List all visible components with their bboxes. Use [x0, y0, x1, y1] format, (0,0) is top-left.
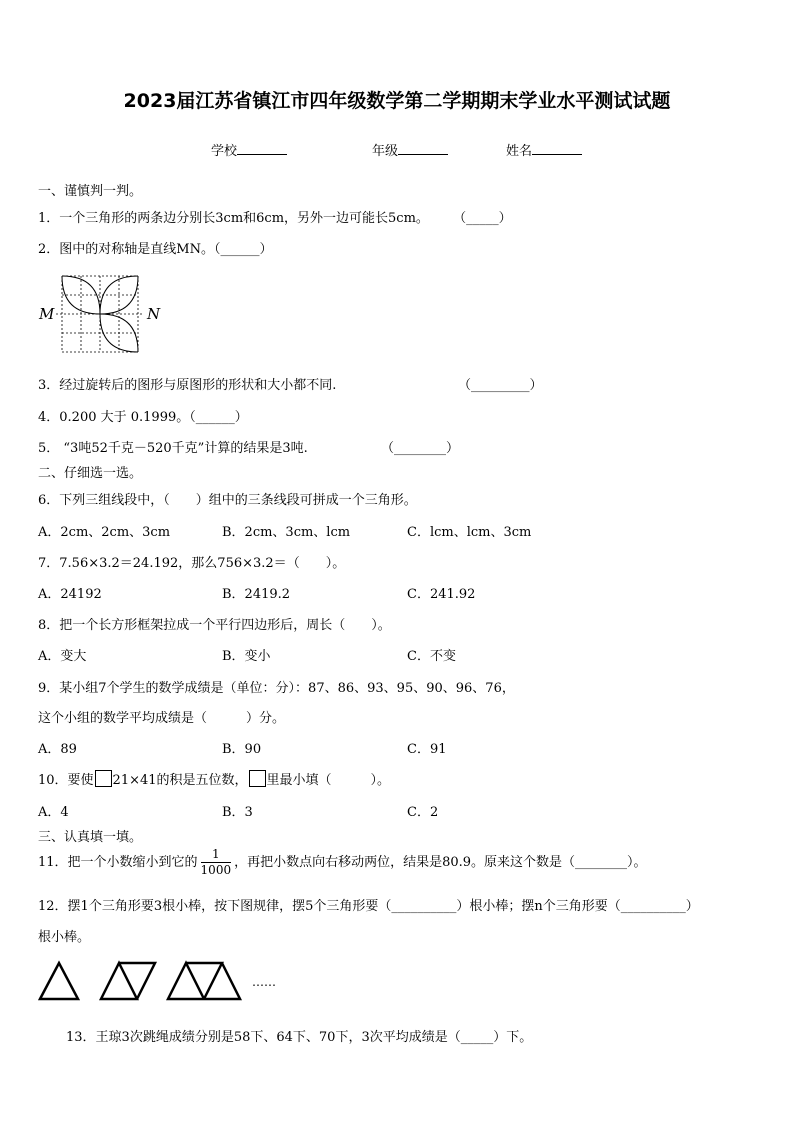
question-6-option-b: B．2cm、3cm、lcm: [222, 525, 351, 540]
question-10: [38, 769, 390, 788]
question-12-line-2: 根小棒。: [38, 930, 91, 945]
school-label: 学校: [211, 144, 238, 159]
ellipsis: ……: [252, 975, 276, 989]
question-1-text: 1．一个三角形的两条边分别长3cm和6cm，另外一边可能长5cm。: [38, 211, 429, 226]
grade-label: 年级: [372, 144, 399, 159]
question-10-option-a: A．4: [38, 805, 69, 820]
school-field: [211, 140, 287, 159]
question-10-option-c: C．2: [407, 805, 439, 820]
question-1: [38, 207, 512, 226]
question-9-line-1: 9．某小组7个学生的数学成绩是（单位：分）：87、86、93、95、90、96、76，: [38, 681, 515, 696]
grade-field: [372, 140, 448, 159]
name-label: 姓名: [506, 144, 533, 159]
question-9-option-c: C．91: [407, 742, 447, 757]
pattern-3-triangles: [168, 963, 240, 999]
question-7-text: 那么: [191, 556, 218, 571]
question-5-answer: （________）: [381, 441, 460, 456]
question-7-option-b: B．2419.2: [222, 587, 291, 602]
question-3-text: 3．经过旋转后的图形与原图形的形状和大小都不同.: [38, 378, 337, 393]
question-4: 4．0.200 大于 0.1999。（______）: [38, 410, 248, 425]
blank-box: [249, 770, 266, 787]
section-1-heading: 一、谨慎判一判。: [38, 184, 143, 199]
school-blank: [237, 142, 287, 155]
question-8-option-c: C．不变: [407, 649, 456, 664]
question-12-line-1: 12．摆1个三角形要3根小棒，按下图规律，摆5个三角形要（__________）根小棒；摆n个三角形要（__________）: [38, 899, 699, 914]
question-2-figure: [36, 268, 166, 358]
fraction-denominator: 1000: [200, 863, 232, 877]
question-3-answer: （_________）: [458, 378, 543, 393]
question-10-pre: 10．要使: [38, 773, 94, 788]
question-7: [38, 552, 345, 571]
question-8-option-a: A．变大: [38, 649, 87, 664]
name-blank: [532, 142, 582, 155]
question-13: 13．王琼3次跳绳成绩分别是58下、64下、70下，3次平均成绩是（_____）下。: [66, 1030, 533, 1045]
fraction-numerator: 1: [201, 847, 232, 863]
question-10-mid: 21×41的积是五位数，: [112, 773, 248, 788]
question-9-line-2: 这个小组的数学平均成绩是（ ）分。: [38, 711, 286, 726]
section-3-heading: 三、认真填一填。: [38, 830, 143, 845]
blank-box: [95, 770, 112, 787]
section-2-heading: 二、仔细选一选。: [38, 466, 143, 481]
question-7-rest: （ ）。: [286, 556, 346, 571]
question-11-pre: 11．把一个小数缩小到它的: [38, 855, 198, 870]
label-n: N: [147, 305, 161, 323]
question-1-answer: （_____）: [453, 211, 512, 226]
name-field: [506, 140, 582, 159]
grade-blank: [398, 142, 448, 155]
question-11-post: ，再把小数点向右移动两位，结果是80.9。原来这个数是（________）。: [234, 855, 647, 870]
question-7-option-c: C．241.92: [407, 587, 476, 602]
question-6: 6．下列三组线段中，（ ）组中的三条线段可拼成一个三角形。: [38, 493, 417, 508]
pattern-2-triangles: [101, 963, 155, 999]
fraction: [201, 847, 232, 878]
question-5: 5． “3吨52千克－520千克”计算的结果是3吨.: [38, 441, 308, 456]
question-11: [38, 847, 647, 878]
question-10-option-b: B．3: [222, 805, 253, 820]
question-8: 8．把一个长方形框架拉成一个平行四边形后，周长（ ）。: [38, 618, 391, 633]
question-9-option-b: B．90: [222, 742, 262, 757]
question-7-expr1: 7．7.56×3.2＝24.192，: [38, 556, 192, 571]
question-8-option-b: B．变小: [222, 649, 271, 664]
question-3: [38, 374, 336, 393]
question-7-option-a: A．24192: [38, 587, 102, 602]
pattern-1-triangle: [40, 963, 78, 999]
label-m: M: [39, 305, 55, 323]
question-6-option-c: C．lcm、lcm、3cm: [407, 525, 532, 540]
question-9-option-a: A．89: [38, 742, 77, 757]
page-title: 2023届江苏省镇江市四年级数学第二学期期末学业水平测试试题: [123, 90, 671, 112]
question-2: 2．图中的对称轴是直线MN。（______）: [38, 242, 273, 257]
question-10-post: 里最小填（ ）。: [266, 773, 391, 788]
triangles-pattern-figure: [36, 958, 296, 1004]
question-7-expr2: 756×3.2＝: [217, 556, 287, 571]
question-6-option-a: A．2cm、2cm、3cm: [38, 525, 171, 540]
